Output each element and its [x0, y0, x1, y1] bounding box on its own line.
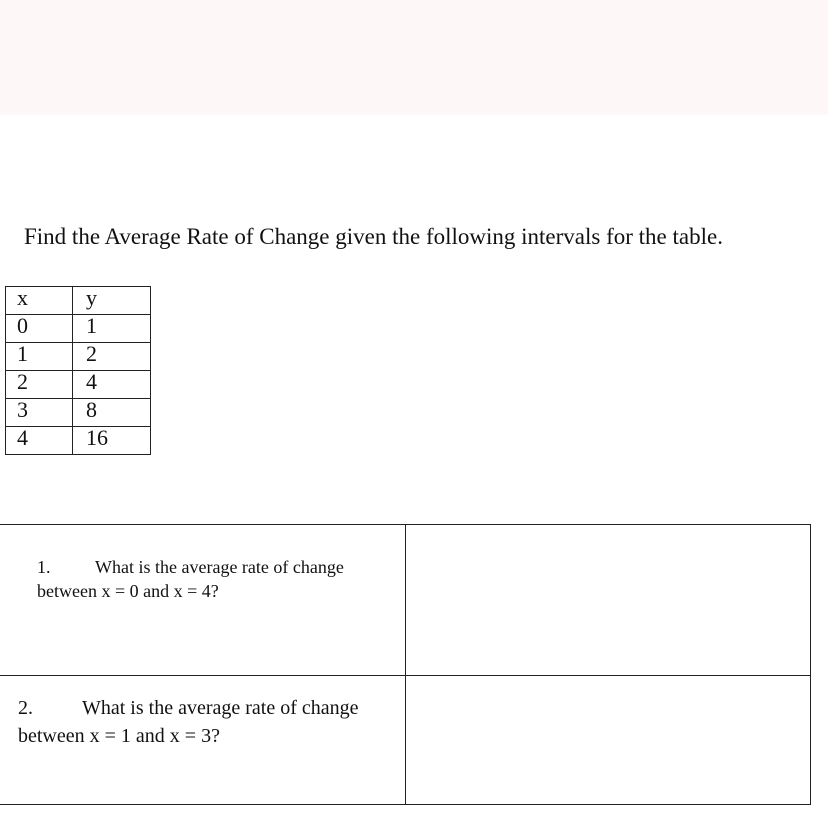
question-text-line2: between x = 1 and x = 3?: [18, 725, 220, 747]
header-x: x: [6, 287, 73, 315]
table-row: [6, 399, 151, 427]
cell-y: 8: [73, 399, 151, 427]
cell-x: 1: [6, 343, 73, 371]
table-row: [6, 343, 151, 371]
table-row: [6, 371, 151, 399]
question-answer-table: [0, 524, 811, 805]
question-number: 2.: [18, 697, 33, 719]
cell-y: 2: [73, 343, 151, 371]
answer-cell[interactable]: [406, 525, 811, 676]
answer-cell[interactable]: [406, 676, 811, 805]
question-cell: [0, 676, 406, 805]
cell-y: 4: [73, 371, 151, 399]
top-background-band: [0, 0, 828, 115]
table-row: [6, 315, 151, 343]
cell-x: 3: [6, 399, 73, 427]
header-y: y: [73, 287, 151, 315]
question-text-line1: What is the average rate of change: [82, 697, 359, 719]
cell-x: 2: [6, 371, 73, 399]
cell-x: 4: [6, 427, 73, 455]
cell-y: 1: [73, 315, 151, 343]
worksheet-title: Find the Average Rate of Change given the following intervals for the table.: [24, 224, 723, 249]
table-header-row: [6, 287, 151, 315]
question-number: 1.: [37, 557, 51, 577]
question-cell: [0, 525, 406, 676]
table-row: [6, 427, 151, 455]
xy-table: [5, 286, 151, 455]
question-text-line1: What is the average rate of change: [95, 557, 344, 577]
question-text-line2: between x = 0 and x = 4?: [37, 581, 219, 601]
cell-x: 0: [6, 315, 73, 343]
question-row: [0, 525, 811, 676]
cell-y: 16: [73, 427, 151, 455]
question-row: [0, 676, 811, 805]
